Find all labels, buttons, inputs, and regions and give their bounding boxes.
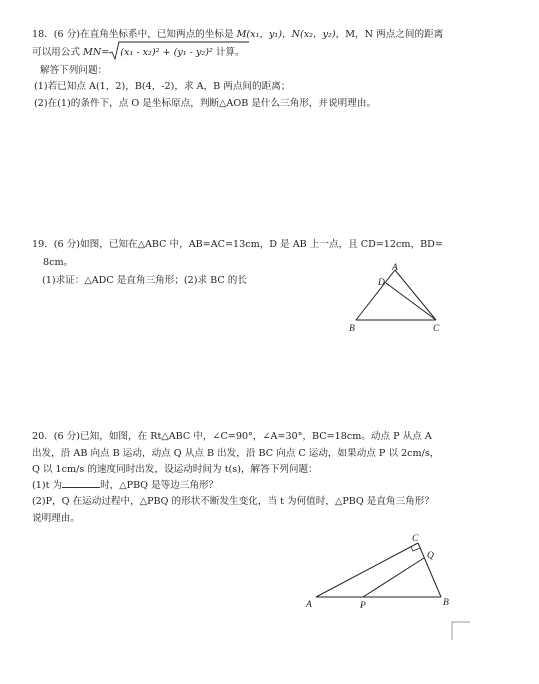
q18-formula-equals: = [101,47,110,58]
q20-label-a: A [306,600,312,610]
q20-part-1-start: (1)t 为 [32,480,63,491]
q20-line-1: 20．(6 分)已知，如图，在 Rt△ABC 中，∠C=90°，∠A=30°，BC=18cm。动点 P 从点 A [32,431,432,442]
q20-part-1-end: 时，△PBQ 是等边三角形？ [100,480,219,491]
q19-label-d: D [378,278,385,288]
q20-label-b: B [443,598,449,608]
q20-line-2: 出发，沿 AB 向点 B 运动，动点 Q 从点 B 出发，沿 BC 向点 C 运动，如果动点 P 以 2cm/s， [32,448,440,459]
q20-label-p: P [360,601,366,611]
q19-parts: (1)求证：△ADC 是直角三角形；(2)求 BC 的长 [42,275,247,286]
q19-label-b: B [349,324,355,334]
q19-line-2: 8cm。 [43,257,74,268]
q18-stem-end: ，M，N 两点之间的距离 [335,29,444,40]
q20-part-2: (2)P，Q 在运动过程中，△PBQ 的形状不断发生变化，当 t 为何值时，△PBQ 是直角三角形？ [32,496,434,507]
formula-radicand: (x₁ - x₂)² + (y₁ - y₂)² [120,47,213,58]
q19-label-c: C [433,324,440,334]
q18-formula-mn: MN [83,47,102,58]
q20-label-c: C [412,534,419,544]
q19-line-1: 19．(6 分)如图，已知在△ABC 中，AB=AC=13cm，D 是 AB 上一点，且 CD=12cm，BD= [32,239,443,250]
q20-line-3: Q 以 1cm/s 的速度同时出发，设运动时间为 t(s)，解答下列问题： [32,464,318,475]
q18-stem-start: 18．(6 分)在直角坐标系中，已知两点的坐标是 [32,29,237,40]
q18-part-2: (2)在(1)的条件下，点 O 是坐标原点，判断△AOB 是什么三角形，并说明理由。 [34,98,377,109]
q18-instruction: 解答下列问题： [40,65,108,76]
q20-label-q: Q [427,551,434,561]
q18-formula-intro: 可以用公式 [32,47,84,58]
q19-label-a: A [392,263,398,273]
q18-formula-end: 计算。 [212,47,245,58]
q18-part-1: (1)若已知点 A(1，2)，B(4，-2)，求 A，B 两点间的距离； [34,81,291,92]
q18-points-mn: M(x₁，y₁)，N(x₂，y₂) [236,29,336,40]
q20-part-2-cont: 说明理由。 [32,513,80,524]
